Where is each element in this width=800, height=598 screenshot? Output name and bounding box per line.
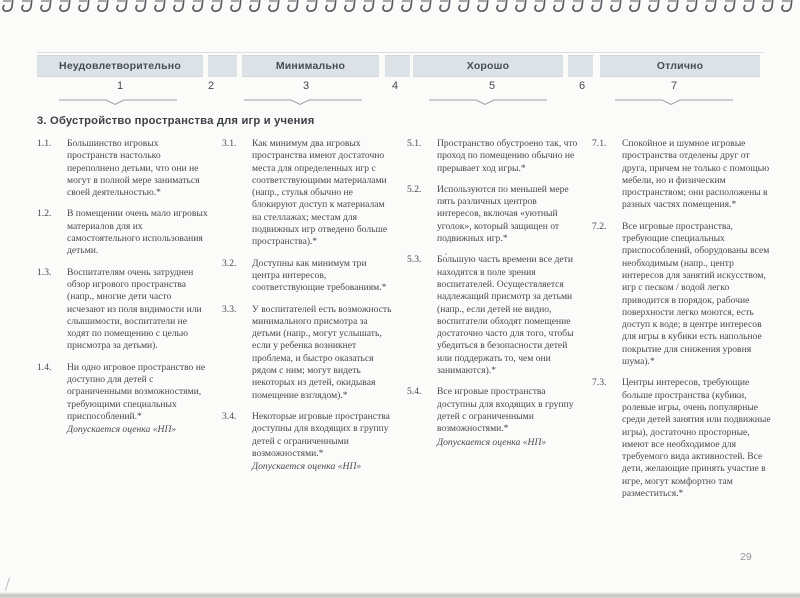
level-box-excellent [600, 55, 760, 77]
item-number: 1.3. [37, 266, 52, 278]
item-number: 7.1. [592, 138, 607, 149]
level-box-good [413, 55, 563, 77]
item-text: Воспитателям очень затруднен обзор игрового пространства (напр., многие дети часто исчезают из поля видимости или слышимости, воспитатели не ходят по помещению с целью присмотра за детьми). [67, 266, 202, 352]
item-text: Большинство игровых пространств настолько переполнено детьми, что они не могут в полной мере заниматься своей деятельностью.* [67, 138, 200, 199]
column-inadequate [37, 138, 209, 509]
rating-item [407, 254, 579, 377]
item-text: Все игровые пространства, требующие специальных приспособлений, оборудованы всем необходимым (напр., центр интересов для занятий искусством, игр с песком / водой легко приводится в порядок, рабочие поверхности легко моются, есть доступ к воде; в центре интересов для игры в кубики есть напольное покрытие для снижения уровня шума).* [622, 220, 770, 368]
scale-tick-2: 2 [207, 80, 215, 92]
rating-item [222, 304, 394, 402]
rating-item [37, 362, 209, 437]
scale-tick-4: 4 [391, 80, 399, 92]
section-title: 3. Обустройство пространства для игр и учения [37, 115, 315, 127]
item-text-wrap [252, 411, 394, 473]
item-number: 5.1. [407, 138, 422, 149]
item-number: 1.4. [37, 361, 52, 373]
item-number: 7.3. [592, 377, 607, 389]
level-box-inadequate [37, 55, 203, 77]
page-number: 29 [740, 551, 752, 563]
rating-item [592, 377, 777, 500]
scale-ticks-row [0, 80, 800, 96]
item-text-wrap [67, 362, 209, 437]
scale-tick-6: 6 [578, 80, 586, 92]
scale-tick-7: 7 [670, 80, 678, 92]
item-number: 3.3. [222, 303, 237, 315]
item-number: 5.3. [407, 254, 422, 266]
page-bottom-edge [0, 592, 800, 598]
item-text: У воспитателей есть возможность минимального присмотра за детьми (напр., могут услышать, если у ребенка возникнет проблема, и быстро оказаться рядом с ним; могут видеть некоторых из детей, окидывая помещение взглядом).* [252, 303, 392, 401]
rating-item [407, 386, 579, 448]
item-text: Ни одно игровое пространство не доступно для детей с ограниченными возможностями, требующими специальных приспособлений.* [67, 361, 206, 422]
level-box-spacer [385, 55, 410, 77]
column-minimal [222, 138, 394, 509]
item-number: 7.2. [592, 220, 607, 232]
scale-tick-3: 3 [302, 80, 310, 92]
item-text: Пространство обустроено так, что проход по помещению обычно не прерывает ход игры.* [437, 138, 578, 174]
tick-underline-notch-icon [59, 99, 177, 107]
item-number: 5.4. [407, 386, 422, 398]
item-number: 3.1. [222, 138, 237, 149]
tick-underline-notch-icon [615, 99, 733, 107]
item-number: 5.2. [407, 183, 422, 195]
rating-item [37, 208, 209, 257]
column-excellent [592, 138, 777, 509]
item-text: Используются по меньшей мере пять различных центров интересов, включая «уютный уголок», который защищен от подвижных игр.* [437, 183, 569, 245]
level-box-spacer [568, 55, 593, 77]
tick-underline-notch-icon [244, 99, 362, 107]
na-allowed-note: Допускается оценка «НП» [437, 436, 547, 448]
scan-artifact [5, 577, 10, 591]
na-allowed-note: Допускается оценка «НП» [252, 461, 362, 473]
item-text: Как минимум два игровых пространства имеют достаточно места для определенных игр с соответствующими материалами (напр., стулья обычно не блокируют доступ к материалам на стеллажах; местам для подвижных игр отведено больше пространства).* [252, 138, 388, 248]
item-text: Спокойное и шумное игровые пространства отделены друг от друга, причем не только с помощью мебели, но и физическим пространством; они расположены в разных частях помещения.* [622, 138, 770, 211]
item-text: Центры интересов, требующие больше пространства (кубики, ролевые игры, очень популярные среди детей занятия или подвижные игры), достаточно просторные, имеют все необходимое для требуемого вида активностей. Все дети, желающие принять участие в игре, могут комфортно там разместиться.* [622, 377, 771, 500]
header-divider [37, 52, 763, 53]
item-text: Все игровые пространства доступны для входящих в группу детей с ограниченными возможностями.* [437, 386, 574, 435]
item-number: 3.4. [222, 410, 237, 422]
level-label: Неудовлетворительно [59, 60, 181, 72]
item-text: Доступны как минимум три центра интересов, соответствующие требованиям.* [252, 257, 387, 294]
item-text: В помещении очень мало игровых материалов для их самостоятельного использования детьми. [67, 208, 208, 257]
rating-item [222, 411, 394, 473]
level-box-spacer [208, 55, 237, 77]
rating-columns [37, 138, 777, 509]
column-good [407, 138, 579, 509]
item-text: Бо́льшую часть времени все дети находятся в поле зрения воспитателей. Осуществляется надлежащий присмотр за детьми (напр., если детей не видно, воспитатели обходят помещение достаточно часто для того, чтобы убедиться в безопасности детей или поддержать то, чем они занимаются).* [437, 254, 574, 377]
tick-underline-notch-icon [429, 99, 547, 107]
rating-item [37, 267, 209, 353]
rating-item [222, 258, 394, 295]
scale-tick-5: 5 [488, 80, 496, 92]
item-number: 1.2. [37, 208, 52, 220]
rating-item [222, 138, 394, 249]
rating-item [37, 138, 209, 199]
rating-item [592, 221, 777, 369]
item-text: Некоторые игровые пространства доступны для входящих в группу детей с ограниченными возможностями.* [252, 410, 390, 459]
rating-item [407, 184, 579, 245]
spiral-binding [0, 0, 800, 20]
item-text-wrap [437, 386, 579, 448]
level-label: Хорошо [466, 60, 510, 72]
scale-tick-1: 1 [116, 80, 124, 92]
na-allowed-note: Допускается оценка «НП» [67, 424, 177, 436]
rating-scale-header [37, 55, 760, 77]
rating-item [407, 138, 579, 175]
item-number: 1.1. [37, 138, 52, 149]
level-label: Минимально [275, 60, 346, 72]
level-box-minimal [242, 55, 379, 77]
rating-item [592, 138, 777, 212]
item-number: 3.2. [222, 257, 237, 269]
level-label: Отлично [656, 60, 704, 72]
